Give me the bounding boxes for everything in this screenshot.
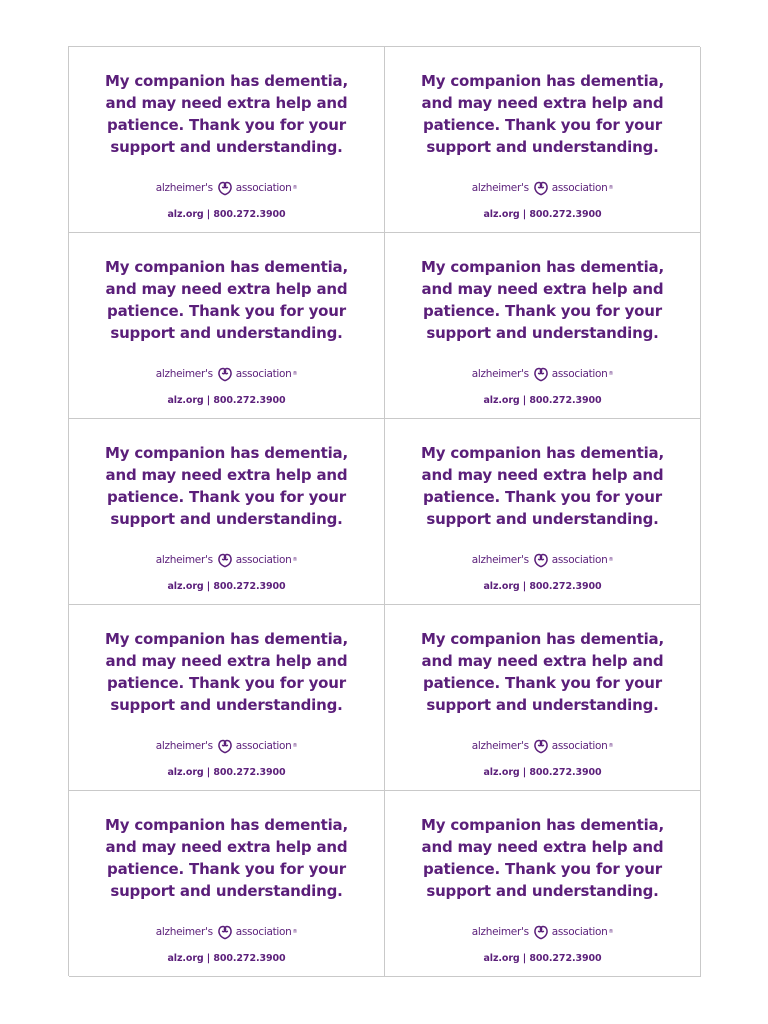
message-line-4: support and understanding. [426,696,659,714]
logo-text-left: alzheimer's [471,182,529,194]
logo-trademark: ® [292,371,298,377]
message-line-1: My companion has dementia, [421,72,664,90]
message-line-1: My companion has dementia, [421,444,664,462]
card-10 [385,791,701,977]
logo-text-left: alzheimer's [155,554,213,566]
message-line-2: and may need extra help and [421,466,664,484]
card-9 [69,791,385,977]
alzheimers-association-logo [69,736,384,756]
alzheimers-association-logo [385,364,700,384]
logo-text-right: association [551,554,608,566]
alzheimers-association-logo-icon [532,551,550,569]
card-6 [385,419,701,605]
message-line-3: patience. Thank you for your [423,488,662,506]
message-line-3: patience. Thank you for your [107,302,346,320]
logo-text-right: association [235,368,292,380]
message-line-3: patience. Thank you for your [423,860,662,878]
logo-text-right: association [235,926,292,938]
card-contact: alz.org | 800.272.3900 [167,581,286,592]
message-line-1: My companion has dementia, [105,258,348,276]
message-line-4: support and understanding. [426,510,659,528]
card-3 [69,233,385,419]
card-message [69,70,384,158]
message-line-1: My companion has dementia, [105,72,348,90]
card-contact: alz.org | 800.272.3900 [483,581,602,592]
message-line-1: My companion has dementia, [421,630,664,648]
message-line-3: patience. Thank you for your [107,674,346,692]
message-line-2: and may need extra help and [105,280,348,298]
card-5 [69,419,385,605]
logo-text-left: alzheimer's [155,182,213,194]
card-message [385,628,700,716]
message-line-3: patience. Thank you for your [423,674,662,692]
logo-text-left: alzheimer's [471,554,529,566]
message-line-2: and may need extra help and [105,838,348,856]
message-line-4: support and understanding. [426,324,659,342]
message-line-4: support and understanding. [110,882,343,900]
alzheimers-association-logo-icon [532,923,550,941]
message-line-4: support and understanding. [110,696,343,714]
message-line-3: patience. Thank you for your [107,116,346,134]
message-line-3: patience. Thank you for your [423,116,662,134]
alzheimers-association-logo [385,736,700,756]
logo-text-right: association [551,182,608,194]
alzheimers-association-logo [69,178,384,198]
card-message [69,814,384,902]
alzheimers-association-logo-icon [216,923,234,941]
logo-text-left: alzheimer's [155,740,213,752]
message-line-1: My companion has dementia, [105,816,348,834]
card-contact: alz.org | 800.272.3900 [167,953,286,964]
message-line-4: support and understanding. [110,510,343,528]
message-line-2: and may need extra help and [421,838,664,856]
card-message [69,628,384,716]
message-line-2: and may need extra help and [105,466,348,484]
logo-text-right: association [235,740,292,752]
card-contact: alz.org | 800.272.3900 [483,953,602,964]
logo-trademark: ® [608,929,614,935]
alzheimers-association-logo-icon [216,737,234,755]
card-message [385,814,700,902]
logo-text-right: association [235,182,292,194]
card-contact: alz.org | 800.272.3900 [167,209,286,220]
alzheimers-association-logo [69,550,384,570]
logo-trademark: ® [608,557,614,563]
message-line-2: and may need extra help and [105,94,348,112]
card-8 [385,605,701,791]
message-line-2: and may need extra help and [421,280,664,298]
logo-text-left: alzheimer's [471,740,529,752]
logo-trademark: ® [608,371,614,377]
logo-trademark: ® [292,743,298,749]
message-line-2: and may need extra help and [421,652,664,670]
card-contact: alz.org | 800.272.3900 [483,209,602,220]
alzheimers-association-logo [385,550,700,570]
logo-text-left: alzheimer's [155,926,213,938]
logo-text-left: alzheimer's [155,368,213,380]
logo-text-right: association [551,740,608,752]
card-1 [69,47,385,233]
card-sheet [68,46,700,976]
message-line-4: support and understanding. [110,324,343,342]
alzheimers-association-logo [69,922,384,942]
alzheimers-association-logo [385,922,700,942]
alzheimers-association-logo-icon [216,551,234,569]
message-line-3: patience. Thank you for your [107,488,346,506]
message-line-3: patience. Thank you for your [423,302,662,320]
message-line-1: My companion has dementia, [421,258,664,276]
logo-text-left: alzheimer's [471,926,529,938]
alzheimers-association-logo-icon [532,737,550,755]
card-contact: alz.org | 800.272.3900 [167,767,286,778]
alzheimers-association-logo-icon [216,179,234,197]
card-4 [385,233,701,419]
card-message [69,256,384,344]
card-contact: alz.org | 800.272.3900 [483,767,602,778]
logo-trademark: ® [292,185,298,191]
alzheimers-association-logo-icon [216,365,234,383]
logo-text-right: association [551,926,608,938]
alzheimers-association-logo-icon [532,179,550,197]
card-contact: alz.org | 800.272.3900 [167,395,286,406]
alzheimers-association-logo [69,364,384,384]
message-line-2: and may need extra help and [105,652,348,670]
card-message [385,256,700,344]
logo-text-right: association [551,368,608,380]
message-line-4: support and understanding. [110,138,343,156]
message-line-1: My companion has dementia, [421,816,664,834]
message-line-3: patience. Thank you for your [107,860,346,878]
message-line-4: support and understanding. [426,138,659,156]
logo-text-left: alzheimer's [471,368,529,380]
alzheimers-association-logo-icon [532,365,550,383]
card-message [385,442,700,530]
message-line-2: and may need extra help and [421,94,664,112]
logo-trademark: ® [608,743,614,749]
message-line-1: My companion has dementia, [105,444,348,462]
card-message [69,442,384,530]
card-message [385,70,700,158]
message-line-1: My companion has dementia, [105,630,348,648]
logo-trademark: ® [292,557,298,563]
logo-trademark: ® [608,185,614,191]
card-2 [385,47,701,233]
card-7 [69,605,385,791]
logo-text-right: association [235,554,292,566]
alzheimers-association-logo [385,178,700,198]
message-line-4: support and understanding. [426,882,659,900]
card-contact: alz.org | 800.272.3900 [483,395,602,406]
logo-trademark: ® [292,929,298,935]
